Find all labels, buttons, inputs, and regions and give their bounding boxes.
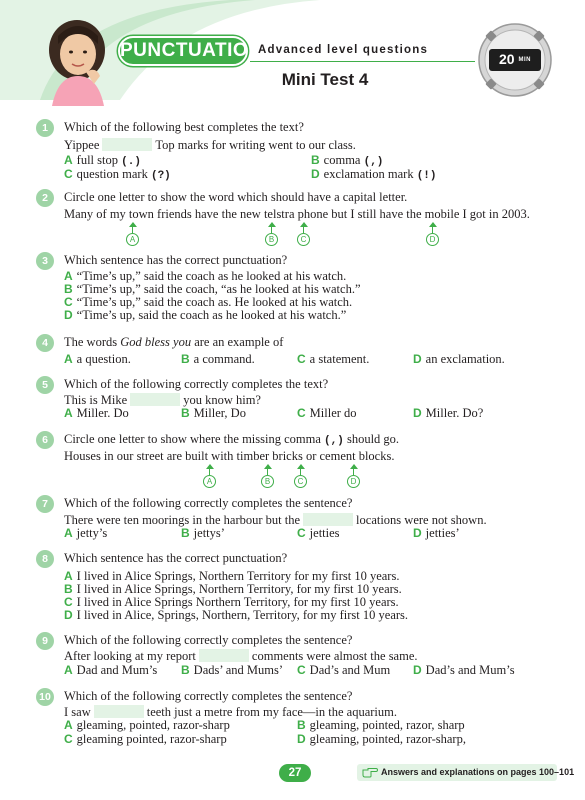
option-mark: (!) [416,170,437,182]
option-c[interactable] [64,732,227,746]
option-text: Dad and Mum’s [76,663,158,677]
option-text: a statement. [309,352,370,366]
option-text: “Time’s up,” said the coach as he looked at his watch. [76,269,347,283]
option-text: Miller do [309,406,357,420]
marker-b[interactable] [261,464,275,488]
answers-reference: Answers and explanations on pages 100–101 [357,764,557,781]
option-d[interactable] [413,526,460,540]
option-text: a command. [193,352,255,366]
option-text: Dad’s and Mum’s [425,663,515,677]
option-text: “Time’s up,” said the coach, “as he looked at his watch.” [76,282,361,296]
option-text: I lived in Alice Springs Northern Territory, for my first 10 years. [76,595,399,609]
arrow-stem [432,224,433,233]
option-text: gleaming pointed, razor-sharp [76,732,227,746]
option-text: Miller, Do [193,406,246,420]
question-prompt: Which of the following correctly completes the sentence? [64,689,353,703]
question-prompt: Which of the following correctly completes the sentence? [64,496,353,510]
option-d[interactable] [64,608,408,622]
option-text: I lived in Alice, Springs, Northern, Territory, for my first 10 years. [76,608,409,622]
page-title: Mini Test 4 [281,70,369,89]
option-letter: B [311,153,320,167]
option-text: gleaming, pointed, razor, sharp [309,718,465,732]
question-text [64,513,487,527]
marker-label: B [261,475,274,488]
prompt-mark: (,) [324,435,344,447]
text-before: There were ten moorings in the harbour but the [64,513,301,527]
question-prompt: Which sentence has the correct punctuation? [64,551,288,565]
question-number: 10 [36,688,54,706]
option-b[interactable] [181,663,283,677]
option-letter: D [413,406,422,420]
arrow-stem [303,224,304,233]
header-divider [250,61,475,62]
question-number: 6 [36,431,54,449]
option-d[interactable] [413,406,483,420]
option-letter: D [64,308,73,322]
pointing-hand-icon [362,767,378,778]
prompt-after: are an example of [194,335,284,349]
question-prompt: Which of the following best completes the text? [64,120,304,134]
prompt-after: should go. [346,432,400,446]
option-letter: C [64,295,73,309]
marker-a[interactable] [203,464,217,488]
option-letter: B [181,406,190,420]
option-text: Miller. Do? [425,406,484,420]
question-text [64,138,356,152]
answer-gap [303,513,353,526]
option-text: I lived in Alice Springs, Northern Territory for my first 10 years. [76,569,400,583]
subject-badge: PUNCTUATION [118,36,248,66]
question-prompt: Circle one letter to show the word which should have a capital letter. [64,190,408,204]
option-letter: D [413,352,422,366]
option-letter: A [64,352,73,366]
option-text: gleaming, pointed, razor-sharp [76,718,230,732]
option-letter: C [297,526,306,540]
question-number: 7 [36,495,54,513]
option-text: question mark [76,167,148,181]
option-text: Miller. Do [76,406,129,420]
question-number: 2 [36,189,54,207]
question-prompt: Which sentence has the correct punctuation? [64,253,288,267]
answer-gap [130,393,180,406]
text-after: locations were not shown. [356,513,487,527]
arrow-stem [267,466,268,475]
option-letter: D [311,167,320,181]
option-text: jetties’ [425,526,460,540]
option-d[interactable] [64,308,346,322]
question-number: 4 [36,334,54,352]
option-d[interactable] [413,352,505,366]
text-after: comments were almost the same. [251,649,418,663]
arrow-stem [132,224,133,233]
option-letter: B [64,282,73,296]
option-letter: D [413,663,422,677]
marker-a[interactable] [126,222,140,246]
option-letter: B [181,526,190,540]
option-c[interactable] [64,167,171,183]
marker-c[interactable] [297,222,311,246]
marker-label: C [297,233,310,246]
option-c[interactable] [297,526,340,540]
option-c[interactable] [297,352,369,366]
timer-value: 20 [499,51,515,67]
marker-label: D [347,475,360,488]
text-before: This is Mike [64,393,128,407]
question-prompt [64,432,399,449]
timer-unit: MIN [518,56,531,63]
text-after: Top marks for writing went to our class. [155,138,356,152]
option-a[interactable] [64,352,131,366]
marker-b[interactable] [265,222,279,246]
option-letter: A [64,569,73,583]
option-letter: C [64,732,73,746]
option-letter: B [297,718,306,732]
page-number: 27 [279,764,311,782]
option-letter: B [181,663,190,677]
option-letter: D [297,732,306,746]
option-letter: C [297,352,306,366]
option-b[interactable] [64,282,361,296]
marker-d[interactable] [347,464,361,488]
option-letter: C [297,663,306,677]
question-prompt: Which of the following correctly completes the text? [64,377,329,391]
option-letter: A [64,526,73,540]
question-number: 3 [36,252,54,270]
option-a[interactable] [64,663,157,677]
option-text: I lived in Alice Springs, Northern Territory, for my first 10 years. [76,582,402,596]
text-after: teeth just a metre from my face—in the aquarium. [146,705,397,719]
option-letter: A [64,663,73,677]
option-text: a question. [76,352,131,366]
option-letter: D [413,526,422,540]
option-b[interactable] [64,582,402,596]
text-before: I saw [64,705,91,719]
option-d[interactable] [311,167,437,183]
question-number: 5 [36,376,54,394]
arrow-stem [300,466,301,475]
marker-label: A [203,475,216,488]
option-letter: B [64,582,73,596]
option-text: an exclamation. [425,352,505,366]
option-text: exclamation mark [323,167,414,181]
option-letter: C [297,406,306,420]
option-text: full stop [76,153,118,167]
option-d[interactable] [413,663,515,677]
prompt-before: Circle one letter to show where the missing comma [64,432,321,446]
option-a[interactable] [64,269,346,283]
option-letter: D [64,608,73,622]
option-text: jettys’ [193,526,225,540]
arrow-stem [353,466,354,475]
option-letter: A [64,153,73,167]
option-a[interactable] [64,718,230,732]
option-b[interactable] [181,352,255,366]
answer-gap [199,649,249,662]
option-mark: (,) [363,156,384,168]
question-text [64,705,397,719]
option-text: jetties [309,526,340,540]
prompt-before: The words [64,335,118,349]
question-number: 9 [36,632,54,650]
question-text [64,649,418,663]
marker-c[interactable] [294,464,308,488]
text-before: Yippee [64,138,100,152]
option-letter: A [64,718,73,732]
option-c[interactable] [297,406,357,420]
option-c[interactable] [64,595,399,609]
question-number: 8 [36,550,54,568]
marker-label: D [426,233,439,246]
option-d[interactable] [297,732,466,746]
option-text: jetty’s [76,526,108,540]
subtitle: Advanced level questions [258,44,429,56]
option-text: comma [323,153,361,167]
option-letter: A [64,269,73,283]
marker-label: B [265,233,278,246]
question-sentence: Many of my town friends have the new telstra phone but I still have the mobile I got in 2003. [64,207,530,221]
question-prompt [64,335,283,350]
option-text: Dad’s and Mum [309,663,391,677]
marker-d[interactable] [426,222,440,246]
text-after: you know him? [183,393,261,407]
option-mark: (?) [150,170,171,182]
girl-photo [38,14,116,106]
marker-label: C [294,475,307,488]
option-mark: (.) [121,156,141,168]
question-prompt: Which of the following correctly completes the sentence? [64,633,353,647]
option-letter: B [181,352,190,366]
option-text: “Time’s up,” said the coach as. He looked at his watch. [76,295,353,309]
timer-readout [490,50,540,69]
marker-label: A [126,233,139,246]
answer-gap [94,705,144,718]
option-a[interactable] [64,569,399,583]
option-c[interactable] [64,295,352,309]
option-b[interactable] [297,718,465,732]
option-text: gleaming, pointed, razor-sharp, [309,732,466,746]
option-b[interactable] [181,406,246,420]
option-b[interactable] [181,526,225,540]
arrow-stem [209,466,210,475]
option-letter: C [64,595,73,609]
answer-gap [102,138,152,151]
question-number: 1 [36,119,54,137]
text-before: After looking at my report [64,649,196,663]
option-c[interactable] [297,663,390,677]
question-text [64,393,261,407]
arrow-stem [271,224,272,233]
option-a[interactable] [64,526,107,540]
option-letter: C [64,167,73,181]
option-text: Dads’ and Mums’ [193,663,284,677]
option-letter: A [64,406,73,420]
option-a[interactable] [64,406,129,420]
option-text: “Time’s up, said the coach as he looked at his watch.” [76,308,347,322]
prompt-italic: God bless you [120,335,192,349]
question-sentence: Houses in our street are built with timber bricks or cement blocks. [64,449,395,463]
